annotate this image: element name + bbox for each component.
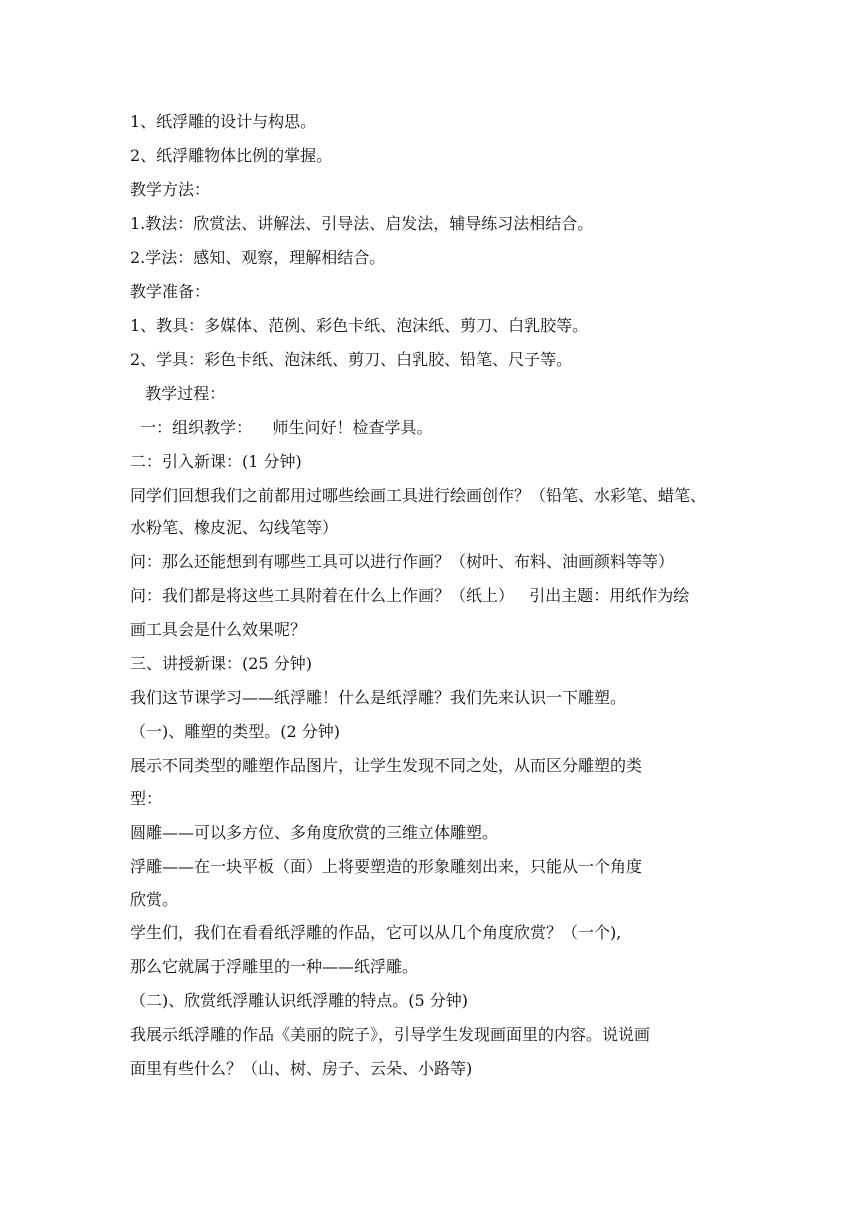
text-line: 1、纸浮雕的设计与构思。 (130, 112, 317, 131)
text-line: 我们这节课学习——纸浮雕！什么是纸浮雕？我们先来认识一下雕塑。 (130, 688, 627, 707)
text-line: 学生们，我们在看看纸浮雕的作品，它可以从几个角度欣赏？（一个), (130, 923, 622, 942)
text-line: 型： (130, 789, 163, 808)
text-line: 1、教具：多媒体、范例、彩色卡纸、泡沫纸、剪刀、白乳胶等。 (130, 316, 589, 335)
text-line: 同学们回想我们之前都用过哪些绘画工具进行绘画创作？（铅笔、水彩笔、蜡笔、 (130, 486, 707, 505)
text-line: 教学准备： (130, 282, 211, 301)
text-line: 2、纸浮雕物体比例的掌握。 (130, 146, 333, 165)
text-line: 画工具会是什么效果呢？ (130, 620, 307, 639)
text-line: 问：那么还能想到有哪些工具可以进行作画？（树叶、布料、油画颜料等等） (130, 552, 675, 571)
text-line: 欣赏。 (130, 890, 179, 909)
text-line: 二：引入新课：(1 分钟) (130, 452, 302, 471)
text-line: 教学方法： (130, 180, 211, 199)
text-line: 展示不同类型的雕塑作品图片，让学生发现不同之处，从而区分雕塑的类 (130, 756, 643, 775)
text-line: 教学过程： (130, 384, 226, 403)
text-line: 面里有些什么？（山、树、房子、云朵、小路等) (130, 1059, 473, 1078)
text-line: 三、讲授新课：(25 分钟) (130, 654, 312, 673)
text-line: 浮雕——在一块平板（面）上将要塑造的形象雕刻出来，只能从一个角度 (130, 857, 643, 876)
text-line: 2.学法：感知、观察，理解相结合。 (130, 248, 386, 267)
text-line: 2、学具：彩色卡纸、泡沫纸、剪刀、白乳胶、铅笔、尺子等。 (130, 350, 573, 369)
text-line: 圆雕——可以多方位、多角度欣赏的三维立体雕塑。 (130, 823, 499, 842)
text-line: 水粉笔、橡皮泥、勾线笔等） (130, 518, 339, 537)
text-line: （二)、欣赏纸浮雕认识纸浮雕的特点。(5 分钟) (130, 991, 468, 1010)
text-line: 问：我们都是将这些工具附着在什么上作画？（纸上） 引出主题：用纸作为绘 (130, 586, 690, 605)
text-line: 那么它就属于浮雕里的一种——纸浮雕。 (130, 957, 419, 976)
text-line: 我展示纸浮雕的作品《美丽的院子》，引导学生发现画面里的内容。说说画 (130, 1025, 651, 1044)
text-line: 1.教法：欣赏法、讲解法、引导法、启发法，辅导练习法相结合。 (130, 214, 594, 233)
text-line: （一)、雕塑的类型。(2 分钟) (130, 722, 340, 741)
text-line: 一：组织教学： 师生问好！检查学具。 (130, 418, 433, 437)
